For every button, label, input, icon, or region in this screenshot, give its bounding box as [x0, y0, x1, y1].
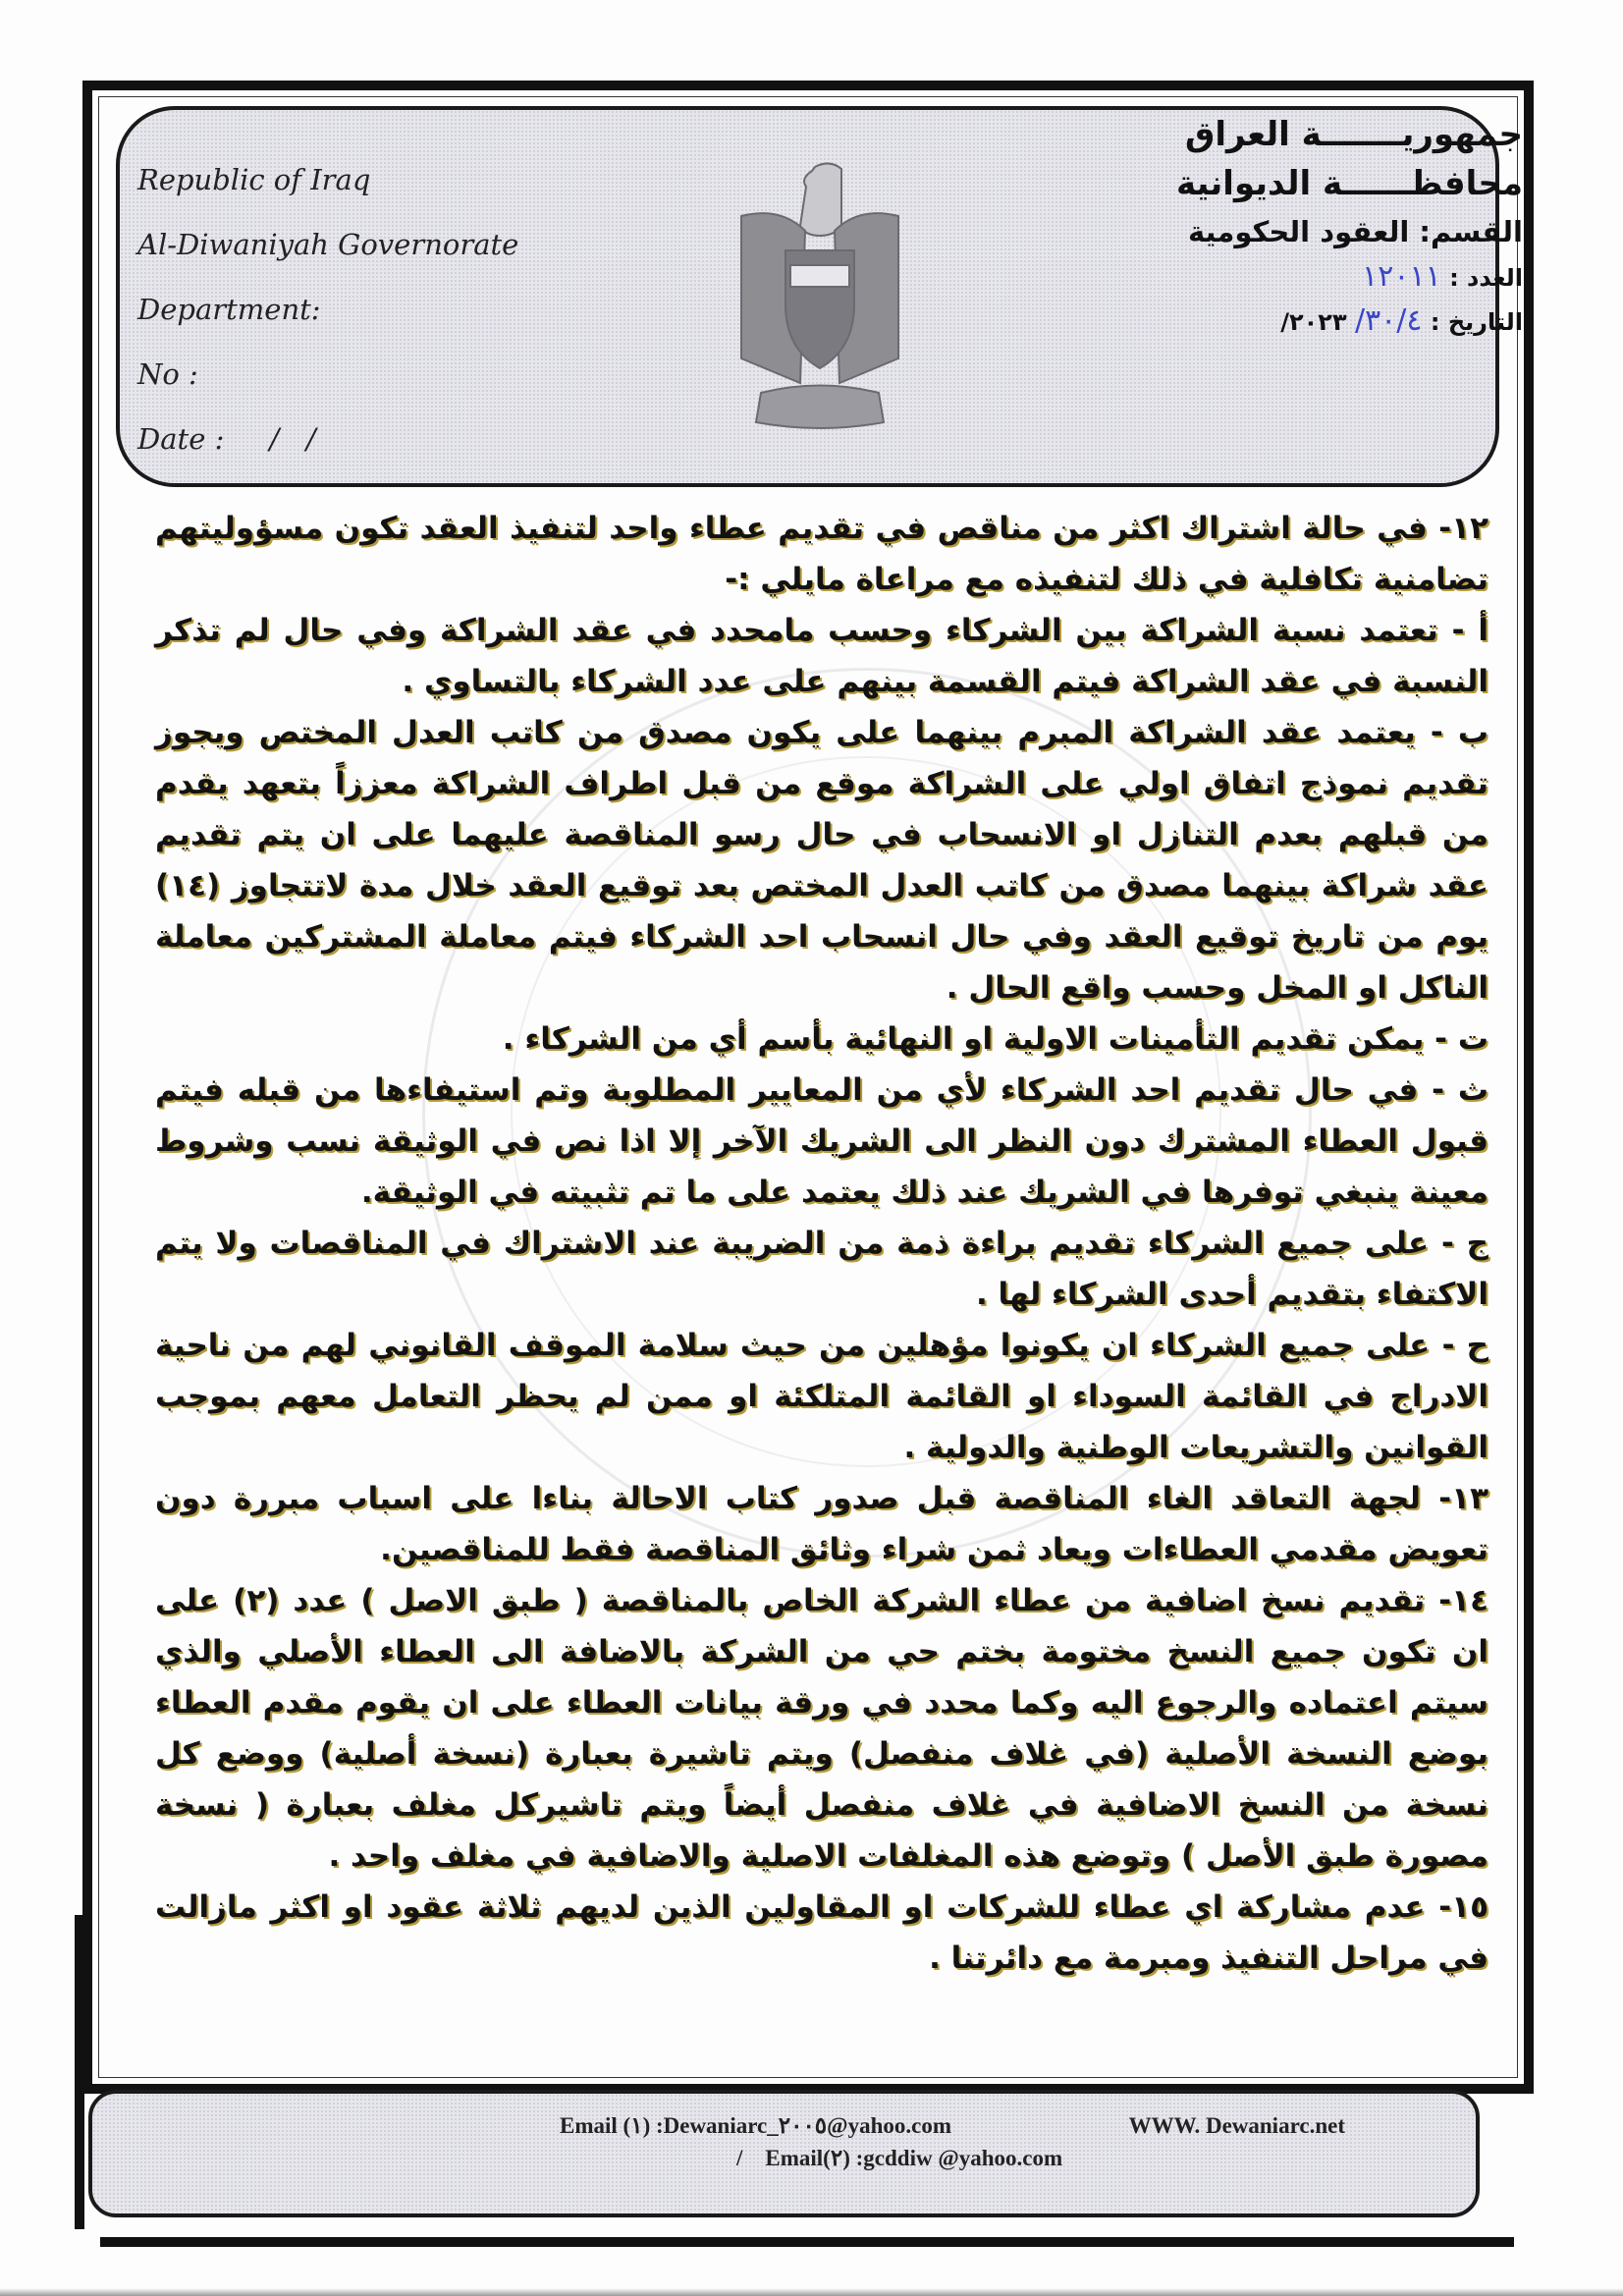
footer-website[interactable]: WWW. Dewaniarc.net — [1128, 2113, 1345, 2138]
footer-line-2 — [560, 2142, 1345, 2174]
page-border-footer-left — [75, 1915, 84, 2229]
clause-14: ١٤- تقديم نسخ اضافية من عطاء الشركة الخاص بالمناقصة ( طبق الاصل ) عدد (٢) على ان تكون جميع النسخ مختومة بختم حي من الشركة بالاضافة الى العطاء الأصلي والذي سيتم اعتماده والرجوع اليه وكما محدد في ورقة بيانات العطاء على ان يقوم مقدم العطاء بوضع النسخة الأصلية (في غلاف منفصل) ويتم تاشيرة بعبارة (نسخة أصلية) ووضع كل نسخة من النسخ الاضافية في غلاف منفصل أيضاً ويتم تاشيركل مغلف بعبارة ( نسخة مصورة طبق الأصل ) وتوضع هذه المغلفات الاصلية والاضافية في مغلف واحد . — [155, 1583, 1488, 1874]
arabic-number-label: العدد : — [1449, 264, 1523, 292]
english-date-row — [137, 407, 518, 471]
footer-separator: / — [736, 2146, 743, 2170]
arabic-date-year: ٢٠٢٣/ — [1280, 308, 1347, 336]
arabic-country: جمهوريـــــــة العراق — [1184, 115, 1523, 154]
arabic-number-value: ١٢٠١١ — [1362, 259, 1441, 294]
arabic-date-handwritten: ٣٠/٤/ — [1354, 303, 1423, 338]
footer-email-2[interactable]: Email(٢) :gcddiw @yahoo.com — [765, 2146, 1063, 2170]
letterhead-english — [137, 147, 518, 471]
clause-12-b: ب - يعتمد عقد الشراكة المبرم بينهما على يكون مصدق من كاتب العدل المختص ويجوز تقديم نموذج اتفاق اولي على الشراكة موقع من قبل اطراف الشراكة معززاً بتعهد يقدم من قبلهم بعدم التنازل او الانسحاب في حال رسو المناقصة عليهما على ان يتم تقديم عقد شراكة بينهما مصدق من كاتب العدل المختص بعد توقيع العقد خلال مدة لاتتجاوز (١٤) يوم من تاريخ توقيع العقد وفي حال انسحاب احد الشركاء فيتم معاملة المشتركين معاملة الناكل او المخل وحسب واقع الحال . — [155, 715, 1488, 1006]
english-number-label: No : — [137, 357, 198, 391]
page-border-footer-bottom — [100, 2237, 1514, 2247]
english-date-value: / / — [269, 422, 316, 456]
english-country: Republic of Iraq — [137, 163, 371, 196]
clause-12-d: ث - في حال تقديم احد الشركاء لأي من المعايير المطلوبة وتم استيفاءها من قبله فيتم قبول العطاء المشترك دون النظر الى الشريك الآخر إلا اذا نص في الوثيقة نسب وشروط معينة ينبغي توفرها في الشريك عند ذلك يعتمد على ما تم تثبيته في الوثيقة. — [155, 1072, 1488, 1210]
english-governorate: Al-Diwaniyah Governorate — [137, 228, 519, 261]
arabic-number-row — [1176, 255, 1523, 300]
clause-15: ١٥- عدم مشاركة اي عطاء للشركات او المقاولين الذين لديهم ثلاثة عقود او اكثر مازالت في مراحل التنفيذ ومبرمة مع دائرتنا . — [155, 1889, 1488, 1976]
footer-line-1 — [560, 2109, 1345, 2142]
clause-12-f: ح - على جميع الشركاء ان يكونوا مؤهلين من حيث سلامة الموقف القانوني لهم من ناحية الادراج في القائمة السوداء او القائمة المتلكئة او ممن لم يحظر التعامل معهم بموجب القوانين والتشريعات الوطنية والدولية . — [155, 1328, 1488, 1465]
clause-12-c: ت - يمكن تقديم التأمينات الاولية او النهائية بأسم أي من الشركاء . — [502, 1021, 1488, 1057]
footer-contact — [560, 2109, 1345, 2174]
footer-email-1[interactable]: Email (١) :Dewaniarc_٢٠٠٥@yahoo.com — [560, 2113, 951, 2138]
arabic-date-row — [1176, 300, 1523, 344]
english-date-label: Date : — [137, 422, 225, 456]
iraq-emblem-icon — [722, 157, 918, 442]
arabic-governorate: محافظــــــة الديوانية — [1176, 164, 1523, 203]
clause-12-e: ج - على جميع الشركاء تقديم براءة ذمة من الضريبة عند الاشتراك في المناقصات ولا يتم الاكتفاء بتقديم أحدى الشركاء لها . — [155, 1226, 1488, 1312]
arabic-department: القسم: العقود الحكومية — [1187, 215, 1523, 248]
clause-13: ١٣- لجهة التعاقد الغاء المناقصة قبل صدور كتاب الاحالة بناءا على اسباب مبررة دون تعويض مقدمي العطاءات ويعاد ثمن شراء وثائق المناقصة فقط للمناقصين. — [155, 1481, 1488, 1567]
clause-12: ١٢- في حالة اشتراك اكثر من مناقص في تقديم عطاء واحد لتنفيذ العقد تكون مسؤوليتهم تضامنية تكافلية في ذلك لتنفيذه مع مراعاة مايلي :- — [155, 511, 1488, 597]
arabic-date-label: التاريخ : — [1430, 308, 1523, 336]
clause-12-a: أ - تعتمد نسبة الشراكة بين الشركاء وحسب مامحدد في عقد الشراكة وفي حال لم تذكر النسبة في عقد الشراكة فيتم القسمة بينهم على عدد الشركاء بالتساوي . — [155, 613, 1488, 699]
english-department-label: Department: — [137, 293, 321, 326]
scan-edge — [0, 2288, 1623, 2296]
letterhead-arabic — [1176, 110, 1523, 344]
document-body — [155, 503, 1488, 1984]
